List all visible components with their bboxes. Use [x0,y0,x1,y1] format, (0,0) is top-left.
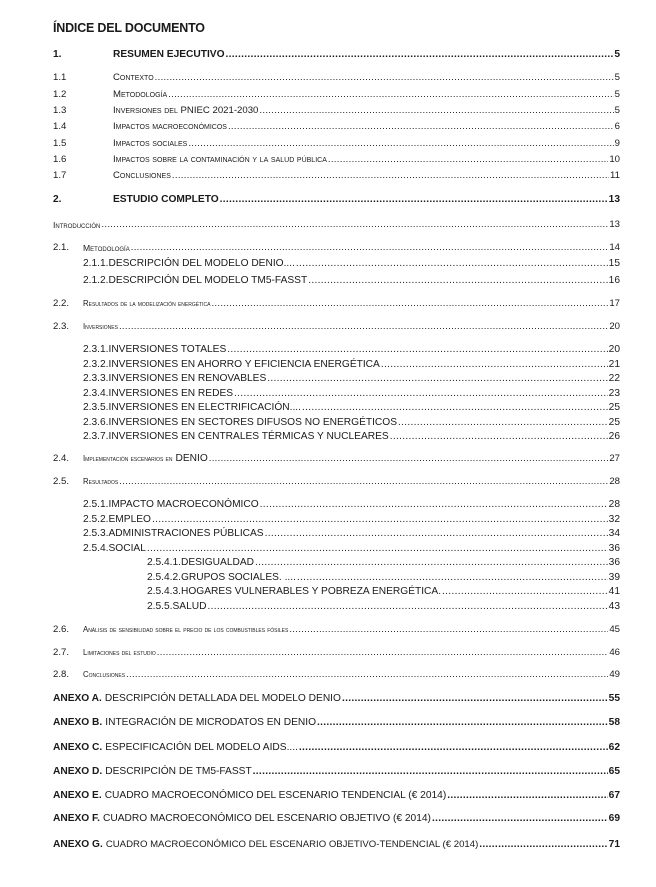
toc-entry-2-5-4-1[interactable] [147,555,620,569]
toc-label: 2.5.3.ADMINISTRACIONES PÚBLICAS [83,528,264,539]
toc-page-number: 25 [608,402,620,413]
leader-dots [168,89,614,101]
toc-entry-1-5[interactable] [53,136,620,150]
toc-number: 2.6. [53,624,70,635]
toc-number: ANEXO G. [53,839,103,850]
toc-page-number: 16 [608,275,620,286]
toc-entry-2-7[interactable] [53,645,620,659]
toc-label: Inversiones [83,322,118,331]
toc-label: CUADRO MACROECONÓMICO DEL ESCENARIO OBJETIVO-TENDENCIAL (€ 2014) [105,839,479,850]
leader-dots [447,790,607,802]
toc-number: 1.6 [53,154,67,165]
toc-entry-1-1[interactable] [53,70,620,84]
leader-dots [381,359,608,371]
toc-label: 2.5.4.2.GRUPOS SOCIALES. .... [147,572,296,583]
toc-label: 2.5.4.3.HOGARES VULNERABLES Y POBREZA ENERGÉTICA. [147,586,442,597]
toc-number: 1.7 [53,170,67,181]
toc-entry-2-3-1[interactable] [83,342,620,356]
toc-label: Introducción [53,220,101,230]
toc-page-number: 46 [609,647,620,658]
toc-entry-2-1-1[interactable] [83,256,620,270]
leader-dots [255,557,608,569]
toc-page-number: 36 [608,557,620,568]
leader-dots [226,49,614,61]
toc-entry-2-3-5[interactable] [83,400,620,414]
toc-entry-anexo-d[interactable] [53,764,620,778]
toc-label: 2.3.2.INVERSIONES EN AHORRO Y EFICIENCIA ENERGÉTICA [83,359,380,370]
toc-page-number: 9 [614,138,620,149]
toc-label: RESUMEN EJECUTIVO [113,49,225,60]
leader-dots [260,499,608,511]
toc-entry-2-6[interactable] [53,622,620,636]
leader-dots [479,839,607,851]
toc-entry-2-4[interactable] [53,451,620,465]
leader-dots [157,647,609,659]
toc-label: 2.3.1.INVERSIONES TOTALES [83,344,227,355]
toc-page-number: 5 [614,72,620,83]
leader-dots [253,766,608,778]
toc-number: 1.3 [53,105,67,116]
toc-entry-2-5-4-2[interactable] [147,570,620,584]
toc-label: Metodología [113,89,168,100]
toc-entry-2-1-2[interactable] [83,273,620,287]
toc-entry-1-3[interactable] [53,103,620,117]
toc-entry-2-5-2[interactable] [83,512,620,526]
toc-entry-1-6[interactable] [53,152,620,166]
toc-label: 2.5.4.SOCIAL [83,543,146,554]
toc-label: Conclusiones [113,170,171,181]
toc-entry-2-2[interactable] [53,296,620,310]
leader-dots [398,417,608,429]
toc-label: DESCRIPCIÓN DETALLADA DEL MODELO DENIO [104,693,341,704]
leader-dots [211,298,608,310]
toc-label-extra: DENIO [175,453,208,464]
toc-entry-2-5-5[interactable] [147,599,620,613]
toc-label: DESCRIPCIÓN DE TM5-FASST [105,766,252,777]
leader-dots [265,528,608,540]
toc-label: 2.3.5.INVERSIONES EN ELECTRIFICACIÓN.... [83,402,301,413]
toc-label: Resultados [83,477,119,486]
toc-label: CUADRO MACROECONÓMICO DEL ESCENARIO TENDENCIAL (€ 2014) [104,790,447,801]
leader-dots [228,121,614,133]
toc-entry-1-7[interactable] [53,168,620,182]
toc-page-number: 36 [608,543,620,554]
toc-number: 2.1. [53,242,70,253]
toc-label: 2.5.5.SALUD [147,601,207,612]
toc-page-number: 55 [608,693,620,704]
toc-number: 1.1 [53,72,67,83]
leader-dots [126,669,608,681]
toc-label: 2.3.7.INVERSIONES EN CENTRALES TÉRMICAS Y NUCLEARES [83,431,389,442]
leader-dots [289,624,608,636]
toc-page-number: 41 [608,586,620,597]
toc-page-number: 65 [608,766,620,777]
toc-page-number: 5 [614,49,620,60]
toc-entry-introduccion[interactable] [53,217,620,231]
toc-number: 1.2 [53,89,67,100]
toc-page-number: 69 [608,813,620,824]
toc-entry-anexo-e[interactable] [53,788,620,802]
leader-dots [152,514,608,526]
toc-label: Conclusiones [83,670,126,679]
leader-dots [328,154,608,166]
toc-entry-anexo-a[interactable] [53,691,620,705]
toc-number: 1.5 [53,138,67,149]
toc-entry-1[interactable] [53,47,620,61]
toc-page-number: 23 [608,388,620,399]
toc-page-number: 49 [609,669,620,680]
toc-entry-2-3-2[interactable] [83,357,620,371]
toc-entry-2-1[interactable] [53,240,620,254]
toc-entry-2-3-3[interactable] [83,371,620,385]
toc-number: ANEXO C. [53,742,103,753]
toc-page-number: 39 [608,572,620,583]
toc-entry-2-5-4-3[interactable] [147,584,620,598]
leader-dots [119,476,608,488]
toc-label: 2.3.6.INVERSIONES EN SECTORES DIFUSOS NO ENERGÉTICOS [83,417,397,428]
toc-number: 2.4. [53,453,70,464]
toc-page-number: 5 [614,89,620,100]
toc-page-number: 14 [609,242,620,253]
toc-page-number: 71 [608,839,620,850]
toc-title: ÍNDICE DEL DOCUMENTO [53,21,205,35]
leader-dots [302,402,608,414]
toc-page-number: 13 [608,194,620,205]
toc-entry-anexo-c[interactable] [53,740,620,754]
leader-dots [267,373,607,385]
toc-page-number: 6 [614,121,620,132]
leader-dots [155,72,614,84]
toc-entry-1-2[interactable] [53,87,620,101]
leader-dots [442,586,608,598]
toc-page-number: 58 [608,717,620,728]
toc-page-number: 25 [608,417,620,428]
toc-label: 2.3.4.INVERSIONES EN REDES [83,388,234,399]
toc-number: ANEXO D. [53,766,103,777]
leader-dots [101,219,608,231]
leader-dots [390,431,608,443]
toc-page-number: 28 [608,499,620,510]
toc-label: Impactos macroeconómicos [113,121,227,132]
toc-number: 1.4 [53,121,67,132]
leader-dots [147,543,608,555]
leader-dots [297,572,608,584]
toc-page-number: 17 [609,298,620,309]
toc-entry-anexo-b[interactable] [53,715,620,729]
toc-label: 2.1.1.DESCRIPCIÓN DEL MODELO DENIO.... [83,258,295,269]
toc-entry-2-5-3[interactable] [83,526,620,540]
toc-entry-2[interactable] [53,192,620,206]
leader-dots [296,258,608,270]
toc-label: 2.1.2.DESCRIPCIÓN DEL MODELO TM5-FASST [83,275,308,286]
leader-dots [188,138,613,150]
toc-page-number: 20 [609,321,620,332]
toc-page-number: 45 [609,624,620,635]
toc-number: 2. [53,194,62,205]
toc-number: ANEXO E. [53,790,102,801]
toc-number: ANEXO B. [53,717,103,728]
toc-label: Limitaciones del estudio [83,648,156,657]
toc-page-number: 5 [614,105,620,116]
toc-entry-2-5-4[interactable] [83,541,620,555]
toc-label: Análisis de sensibilidad sobre el precio de los combustibles fósiles [83,625,289,634]
toc-page-number: 20 [608,344,620,355]
toc-entry-2-3-6[interactable] [83,415,620,429]
leader-dots [131,242,609,254]
leader-dots [342,693,608,705]
toc-page-number: 43 [608,601,620,612]
toc-number: ANEXO A. [53,693,102,704]
toc-label: Inversiones del PNIEC 2021-2030 [113,105,259,116]
leader-dots [299,742,608,754]
toc-entry-2-3[interactable] [53,319,620,333]
toc-page-number: 34 [608,528,620,539]
toc-page-number: 28 [609,476,620,487]
toc-page-number: 62 [608,742,620,753]
leader-dots [432,813,608,825]
toc-label: Metodología [83,243,130,253]
toc-entry-anexo-f[interactable] [53,811,620,825]
leader-dots [317,717,608,729]
toc-number: 2.7. [53,647,70,658]
toc-page-number: 22 [608,373,620,384]
toc-label: 2.5.4.1.DESIGUALDAD [147,557,255,568]
toc-entry-2-5[interactable] [53,474,620,488]
toc-label: ESPECIFICACIÓN DEL MODELO AIDS.... [105,742,298,753]
toc-page-number: 67 [608,790,620,801]
leader-dots [119,321,608,333]
toc-page-number: 21 [608,359,620,370]
toc-label: Impactos sobre la contaminación y la salud pública [113,154,327,165]
toc-label: 2.3.3.INVERSIONES EN RENOVABLES [83,373,267,384]
leader-dots [207,601,607,613]
toc-page-number: 13 [609,219,620,230]
toc-number: 2.2. [53,298,70,309]
toc-label: 2.5.2.EMPLEO [83,514,151,525]
leader-dots [209,453,609,465]
leader-dots [234,388,608,400]
toc-number: 2.8. [53,669,70,680]
toc-number: ANEXO F. [53,813,100,824]
toc-label: INTEGRACIÓN DE MICRODATOS EN DENIO [105,717,316,728]
leader-dots [172,170,609,182]
toc-entry-2-3-4[interactable] [83,386,620,400]
toc-number: 2.5. [53,476,70,487]
toc-label: Resultados de la modelización energética [83,299,211,308]
toc-entry-2-8[interactable] [53,667,620,681]
toc-label: CUADRO MACROECONÓMICO DEL ESCENARIO OBJETIVO (€ 2014) [102,813,431,824]
toc-number: 2.3. [53,321,70,332]
toc-label: ESTUDIO COMPLETO [113,194,219,205]
toc-page-number: 32 [608,514,620,525]
toc-label: 2.5.1.IMPACTO MACROECONÓMICO [83,499,259,510]
toc-entry-2-3-7[interactable] [83,429,620,443]
toc-page-number: 27 [609,453,620,464]
toc-page-number: 10 [609,154,620,165]
leader-dots [308,275,607,287]
toc-page-number: 11 [610,170,620,181]
toc-entry-2-5-1[interactable] [83,497,620,511]
toc-entry-anexo-g[interactable] [53,837,620,851]
leader-dots [259,105,613,117]
toc-label: Contexto [113,72,154,83]
leader-dots [220,194,608,206]
toc-label: Impactos sociales [113,138,188,149]
toc-number: 1. [53,49,62,60]
toc-entry-1-4[interactable] [53,119,620,133]
toc-page-number: 15 [608,258,620,269]
leader-dots [227,344,607,356]
toc-page-number: 26 [608,431,620,442]
toc-label: Implementación escenarios en [83,454,173,463]
